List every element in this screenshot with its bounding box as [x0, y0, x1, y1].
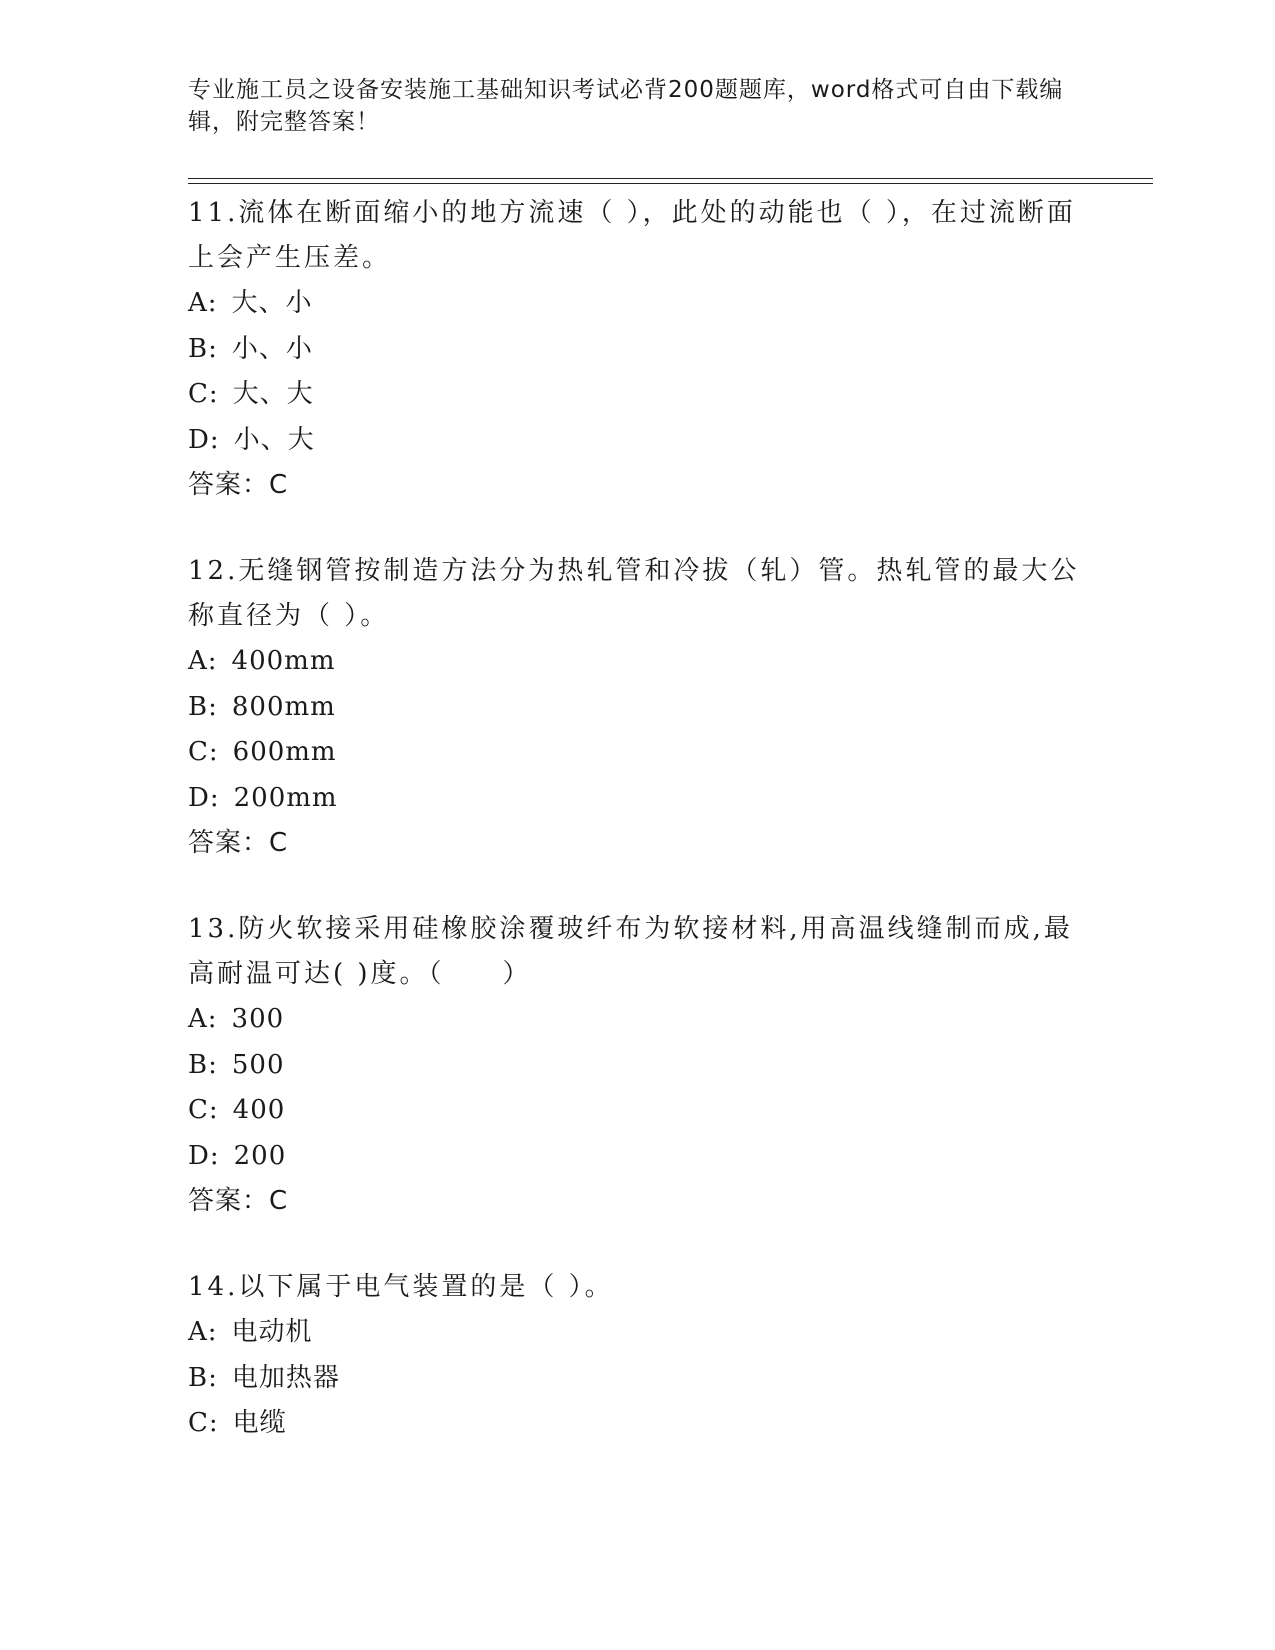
option-letter: B:: [188, 691, 218, 722]
option-letter: C:: [188, 379, 219, 409]
question-text: 12.无缝钢管按制造方法分为热轧管和冷拔（轧）管。热轧管的最大公称直径为（ ）。: [188, 556, 1080, 631]
option-letter: A:: [188, 646, 218, 676]
answer-label: 答案：C: [188, 1186, 289, 1216]
option-text: 200mm: [233, 782, 338, 813]
question-text: 11.流体在断面缩小的地方流速（ ），此处的动能也（ ），在过流断面上会产生压差。: [188, 198, 1076, 273]
option-letter: D:: [188, 782, 220, 813]
option-d: [188, 418, 1088, 464]
question-11: [188, 191, 1088, 508]
option-b: [188, 1043, 1088, 1089]
option-a: [188, 281, 1088, 327]
header-divider-top: [188, 178, 1153, 179]
question-text: 14.以下属于电气装置的是（ ）。: [188, 1272, 614, 1302]
header-divider-bottom: [188, 183, 1153, 184]
option-text: 300: [231, 1004, 285, 1034]
option-c: [188, 372, 1088, 418]
answer-label: 答案：C: [188, 470, 289, 500]
question-13: [188, 907, 1088, 1224]
option-text: 电缆: [232, 1408, 287, 1438]
option-text: 400mm: [231, 646, 336, 676]
option-letter: A:: [188, 1317, 218, 1347]
question-12: [188, 549, 1088, 866]
option-a: [188, 1310, 1088, 1356]
option-letter: B:: [188, 1362, 218, 1393]
option-c: [188, 1088, 1088, 1134]
option-text: 600mm: [232, 737, 337, 767]
question-text: 13.防火软接采用硅橡胶涂覆玻纤布为软接材料,用高温线缝制而成,最高耐温可达( )度。（ ）: [188, 914, 1073, 989]
option-letter: D:: [188, 424, 220, 455]
option-text: 500: [231, 1049, 285, 1080]
option-d: [188, 776, 1088, 822]
option-b: [188, 327, 1088, 373]
question-14: [188, 1265, 1088, 1447]
option-c: [188, 1401, 1088, 1447]
option-letter: A:: [188, 1004, 218, 1034]
answer-label: 答案：C: [188, 828, 289, 858]
option-text: 800mm: [231, 691, 336, 722]
question-list: [188, 191, 1088, 1488]
option-text: 小、小: [231, 333, 313, 364]
document-header: 专业施工员之设备安装施工基础知识考试必背200题题库，word格式可自由下载编辑，附完整答案！: [188, 77, 1064, 135]
option-text: 200: [233, 1140, 287, 1171]
option-b: [188, 1356, 1088, 1402]
option-text: 电加热器: [231, 1362, 340, 1393]
option-c: [188, 730, 1088, 776]
option-text: 大、大: [232, 379, 314, 409]
option-letter: A:: [188, 288, 218, 318]
option-text: 大、小: [231, 288, 313, 318]
option-text: 电动机: [231, 1317, 313, 1347]
option-d: [188, 1134, 1088, 1180]
option-a: [188, 997, 1088, 1043]
option-letter: C:: [188, 1408, 219, 1438]
option-letter: C:: [188, 1095, 219, 1125]
option-letter: B:: [188, 1049, 218, 1080]
option-letter: B:: [188, 333, 218, 364]
option-letter: D:: [188, 1140, 220, 1171]
option-a: [188, 639, 1088, 685]
option-b: [188, 685, 1088, 731]
option-text: 小、大: [233, 424, 315, 455]
option-letter: C:: [188, 737, 219, 767]
option-text: 400: [232, 1095, 286, 1125]
